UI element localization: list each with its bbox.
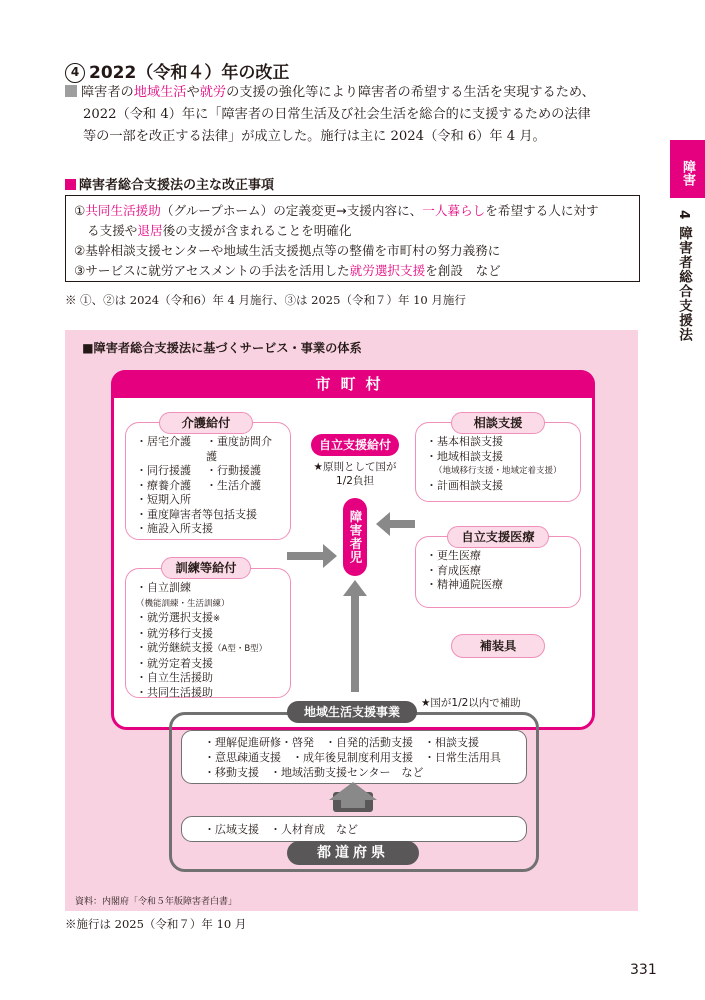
- item-text: ・就労継続支援: [136, 641, 213, 654]
- amendments-title: [65, 174, 274, 193]
- service-item: ・重度障害者等包括支援: [136, 507, 257, 521]
- service-item: ・精神通院医療: [426, 578, 503, 591]
- item-text: ・就労定着支援: [136, 656, 213, 670]
- para-text: や: [186, 85, 200, 100]
- section-paragraph: [65, 82, 650, 148]
- item-text: ・共同生活援助: [136, 685, 213, 699]
- section-heading-text: 2022（令和４）年の改正: [89, 63, 290, 83]
- amendment-item-1-cont: [74, 221, 631, 241]
- service-item: ・居宅介護: [136, 435, 191, 448]
- center-target-label: 障害者児: [343, 498, 367, 576]
- amendments-note: ※ ①、②は 2024（令和6）年 4 月施行、③は 2025（令和７）年 10 月施行: [65, 293, 466, 307]
- service-item: ・育成医療: [426, 563, 481, 577]
- city-label: 市町村: [111, 370, 595, 398]
- diagram-title: ■障害者総合支援法に基づくサービス・事業の体系: [82, 341, 362, 355]
- arrow-up-icon: [343, 580, 367, 692]
- soudan-label: 相談支援: [451, 412, 545, 434]
- item-text: ・自立生活援助: [136, 671, 213, 684]
- amendment-item-1: [74, 201, 631, 221]
- service-item: ・行動援護: [206, 464, 261, 477]
- square-marker-icon: [65, 179, 76, 190]
- item-text: を創設 など: [425, 263, 501, 278]
- item-text: を希望する人に対す: [485, 203, 599, 218]
- item-text: る支援や: [87, 223, 138, 238]
- section-number: 4: [65, 63, 85, 83]
- item-sub-text: （機能訓練・生活訓練）: [136, 598, 230, 609]
- chiiki-item-line: ・理解促進研修・啓発 ・自発的活動支援 ・相談支援: [204, 736, 479, 749]
- service-item: ・同行援護: [136, 464, 191, 477]
- highlight-text: 地域生活: [133, 85, 187, 100]
- section-heading: [65, 58, 289, 83]
- service-item-note: （地域移行支援・地域定着支援）: [434, 466, 562, 476]
- service-item: ・更生医療: [426, 549, 481, 562]
- page-number: 331: [630, 962, 657, 978]
- item-sub-text: ※: [213, 614, 221, 624]
- jiritsu-kyufu-label: 自立支援給付: [311, 434, 399, 456]
- note-line: ★原則として国が: [313, 461, 397, 473]
- arrow-up-large-icon: [329, 782, 377, 808]
- highlight-text: 退居: [137, 223, 163, 238]
- highlight-text: 就労選択支援: [349, 263, 426, 278]
- item-text: ・自立訓練: [136, 581, 191, 594]
- service-item: ・短期入所: [136, 493, 191, 506]
- pref-items-box: ・広域支援 ・人材育成 など: [181, 816, 527, 842]
- chiiki-item-line: ・意思疎通支援 ・成年後見制度利用支援 ・日常生活用具: [204, 751, 501, 764]
- amendment-item-3: [74, 261, 631, 281]
- service-item: ・計画相談支援: [426, 478, 503, 492]
- para-text: の支援の強化等により障害者の希望する生活を実現するため、: [226, 85, 595, 100]
- note-line: 1/2負担: [336, 475, 374, 487]
- para-text: 障害者の: [81, 85, 134, 100]
- chapter-tab: 障害: [670, 140, 705, 198]
- iryou-label: 自立支援医療: [447, 526, 549, 548]
- item-text: ③サービスに就労アセスメントの手法を活用した: [74, 263, 350, 278]
- service-item: ・療養介護: [136, 478, 191, 492]
- service-system-diagram: [65, 330, 638, 911]
- service-item: ・重度訪問介護: [206, 435, 272, 463]
- para-text: 等の一部を改正する法律」が成立した。施行は主に 2024（令和 6）年 4 月。: [83, 129, 546, 144]
- footnote: ※施行は 2025（令和７）年 10 月: [65, 917, 247, 931]
- item-sub-text: （A型・B型）: [213, 644, 268, 654]
- highlight-text: 一人暮らし: [422, 203, 486, 218]
- arrow-left-icon: [376, 512, 415, 536]
- hosougu-label: 補装具: [451, 634, 545, 658]
- chiiki-label: 地域生活支援事業: [287, 701, 417, 723]
- item-text: ・就労移行支援: [136, 626, 213, 640]
- square-bullet-icon: [65, 85, 77, 97]
- highlight-text: 共同生活援助: [85, 203, 161, 218]
- item-text: 後の支援が含まれることを明確化: [162, 223, 352, 238]
- service-item: ・地域相談支援: [426, 449, 503, 463]
- arrow-right-icon: [287, 544, 337, 568]
- item-text: （グループホーム）の定義変更→支援内容に、: [160, 203, 423, 218]
- kunren-label: 訓練等給付: [161, 557, 251, 579]
- diagram-source: 資料：内閣府「令和５年版障害者白書」: [75, 897, 238, 907]
- service-item: ・生活介護: [206, 478, 261, 492]
- item-text: ・就労選択支援: [136, 611, 213, 624]
- amendments-title-text: 障害者総合支援法の主な改正事項: [79, 178, 275, 193]
- service-item: ・施設入所支援: [136, 522, 213, 535]
- amendment-item-2: ②基幹相談支援センターや地域生活支援拠点等の整備を市町村の努力義務に: [74, 243, 501, 258]
- pref-label: 都道府県: [287, 841, 419, 865]
- service-item: ・基本相談支援: [426, 435, 503, 448]
- chapter-title: 4 障害者総合支援法: [676, 210, 692, 343]
- amendments-box: [65, 195, 640, 282]
- highlight-text: 就労: [199, 85, 227, 100]
- para-text: 2022（令和 4）年に「障害者の日常生活及び社会生活を総合的に支援するための法律: [83, 107, 591, 122]
- item-text: ①: [74, 203, 86, 218]
- kaigo-label: 介護給付: [159, 412, 253, 434]
- chiiki-item-line: ・移動支援 ・地域活動支援センター など: [204, 766, 424, 779]
- chiiki-note: ★国が1/2以内で補助: [421, 697, 521, 709]
- diagram-arrows: [65, 330, 638, 911]
